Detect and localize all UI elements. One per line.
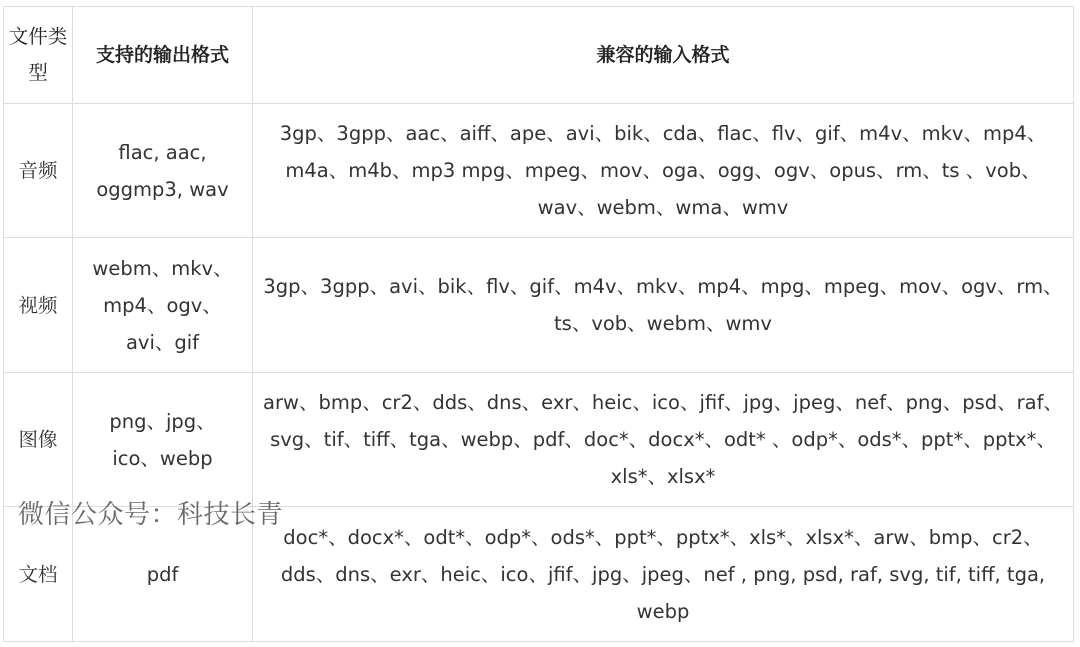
- cell-output-document: pdf: [73, 507, 253, 642]
- header-input-formats: 兼容的输入格式: [253, 7, 1074, 104]
- cell-type-audio: 音频: [4, 104, 73, 238]
- cell-input-video: 3gp、3gpp、avi、bik、flv、gif、m4v、mkv、mp4、mpg、mpeg、mov、ogv、rm、ts、vob、webm、wmv: [253, 238, 1074, 373]
- cell-input-image: arw、bmp、cr2、dds、dns、exr、heic、ico、jfif、jpg、jpeg、nef、png、psd、raf、svg、tif、tiff、tga、webp、pdf、doc*、docx*、odt* 、odp*、ods*、ppt*、pptx*、xls*、xlsx*: [253, 373, 1074, 507]
- cell-output-audio: flac, aac, oggmp3, wav: [73, 104, 253, 238]
- watermark-text: 微信公众号：科技长青: [18, 500, 284, 530]
- format-table-container: [3, 6, 1073, 642]
- table-header-row: [4, 7, 1074, 104]
- table-row-video: [4, 238, 1074, 373]
- cell-output-video: webm、mkv、mp4、ogv、avi、gif: [73, 238, 253, 373]
- cell-type-image: 图像: [4, 373, 73, 507]
- table-row-image: [4, 373, 1074, 507]
- cell-type-video: 视频: [4, 238, 73, 373]
- table-row-audio: [4, 104, 1074, 238]
- format-compatibility-table: [3, 6, 1074, 642]
- header-output-formats: 支持的输出格式: [73, 7, 253, 104]
- cell-type-document: 文档: [4, 507, 73, 642]
- cell-input-document: doc*、docx*、odt*、odp*、ods*、ppt*、pptx*、xls*、xlsx*、arw、bmp、cr2、dds、dns、exr、heic、ico、jfif、jpg、jpeg、nef , png, psd, raf, svg, tif, tiff, tga, webp: [253, 507, 1074, 642]
- header-file-type: 文件类型: [4, 7, 73, 104]
- cell-output-image: png、jpg、ico、webp: [73, 373, 253, 507]
- cell-input-audio: 3gp、3gpp、aac、aiff、ape、avi、bik、cda、flac、flv、gif、m4v、mkv、mp4、m4a、m4b、mp3 mpg、mpeg、mov、oga、ogg、ogv、opus、rm、ts 、vob、wav、webm、wma、wmv: [253, 104, 1074, 238]
